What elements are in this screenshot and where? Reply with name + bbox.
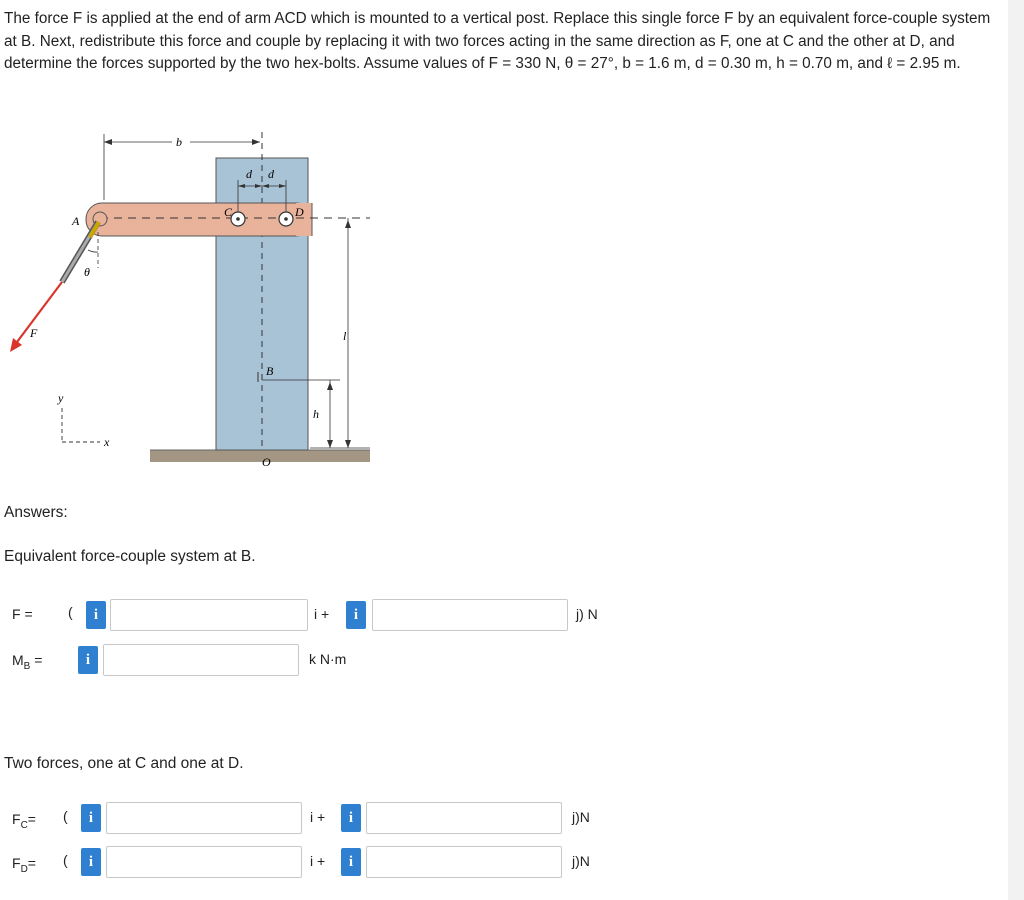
label-b: b: [176, 135, 182, 149]
f-unit: j) N: [576, 606, 598, 622]
label-d2: d: [268, 167, 274, 181]
label-y: y: [58, 391, 64, 405]
fd-unit: j)N: [572, 853, 590, 869]
label-h: h: [313, 407, 319, 421]
label-d1: d: [246, 167, 252, 181]
f-y-info-button[interactable]: i: [346, 601, 366, 629]
f-x-input[interactable]: [110, 599, 308, 631]
answers-heading: Answers:: [4, 504, 68, 521]
label-f: F: [30, 326, 38, 340]
f-y-input[interactable]: [372, 599, 568, 631]
fc-x-input[interactable]: [106, 802, 302, 834]
fd-y-info-button[interactable]: i: [341, 848, 361, 876]
label-l: l: [343, 329, 347, 343]
arm-acd: [86, 203, 312, 236]
fc-label: $F_C=$: [12, 811, 36, 831]
f-label: F =: [12, 606, 33, 622]
fd-open-paren: (: [63, 852, 68, 868]
section2-heading: Two forces, one at C and one at D.: [4, 755, 244, 772]
fc-i-sep: i +: [310, 809, 326, 825]
problem-text: The force F is applied at the end of arm ACD which is mounted to a vertical post. Replace this single force F by an equivalent force-couple system at B. Next, redistribute this force and couple by replacing it with two forces acting in the same direction as F, one at C and the other at D, and determine the forces supported by the two hex-bolts. Assume values of F = 330 N, θ = 27°, b = 1.6 m, d = 0.30 m, h = 0.70 m, and ℓ = 2.95 m.: [4, 10, 991, 72]
label-b-point: B: [266, 364, 274, 378]
label-a: A: [72, 214, 80, 228]
fd-i-sep: i +: [310, 853, 326, 869]
ground: [150, 450, 370, 462]
fd-x-info-button[interactable]: i: [81, 848, 101, 876]
mechanics-diagram: [0, 120, 400, 480]
label-theta: θ: [84, 265, 90, 279]
f-open-paren: (: [68, 604, 73, 620]
mb-input[interactable]: [103, 644, 299, 676]
fc-unit: j)N: [572, 809, 590, 825]
label-d: D: [295, 205, 304, 219]
f-i-sep: i +: [314, 606, 330, 622]
mb-unit: k N·m: [309, 651, 347, 667]
section1-heading: Equivalent force-couple system at B.: [4, 548, 256, 565]
label-c: C: [224, 205, 233, 219]
mb-label: $M_B$ =: [12, 652, 43, 672]
fc-open-paren: (: [63, 808, 68, 824]
fc-y-input[interactable]: [366, 802, 562, 834]
fc-x-info-button[interactable]: i: [81, 804, 101, 832]
fd-y-input[interactable]: [366, 846, 562, 878]
fd-label: $F_D=$: [12, 855, 36, 875]
mb-info-button[interactable]: i: [78, 646, 98, 674]
problem-statement: [4, 8, 1004, 76]
fd-x-input[interactable]: [106, 846, 302, 878]
page-right-gutter: [1008, 0, 1024, 900]
f-x-info-button[interactable]: i: [86, 601, 106, 629]
label-x: x: [104, 435, 110, 449]
fc-y-info-button[interactable]: i: [341, 804, 361, 832]
label-o: O: [262, 455, 271, 469]
force-f-arrow: [14, 282, 62, 346]
